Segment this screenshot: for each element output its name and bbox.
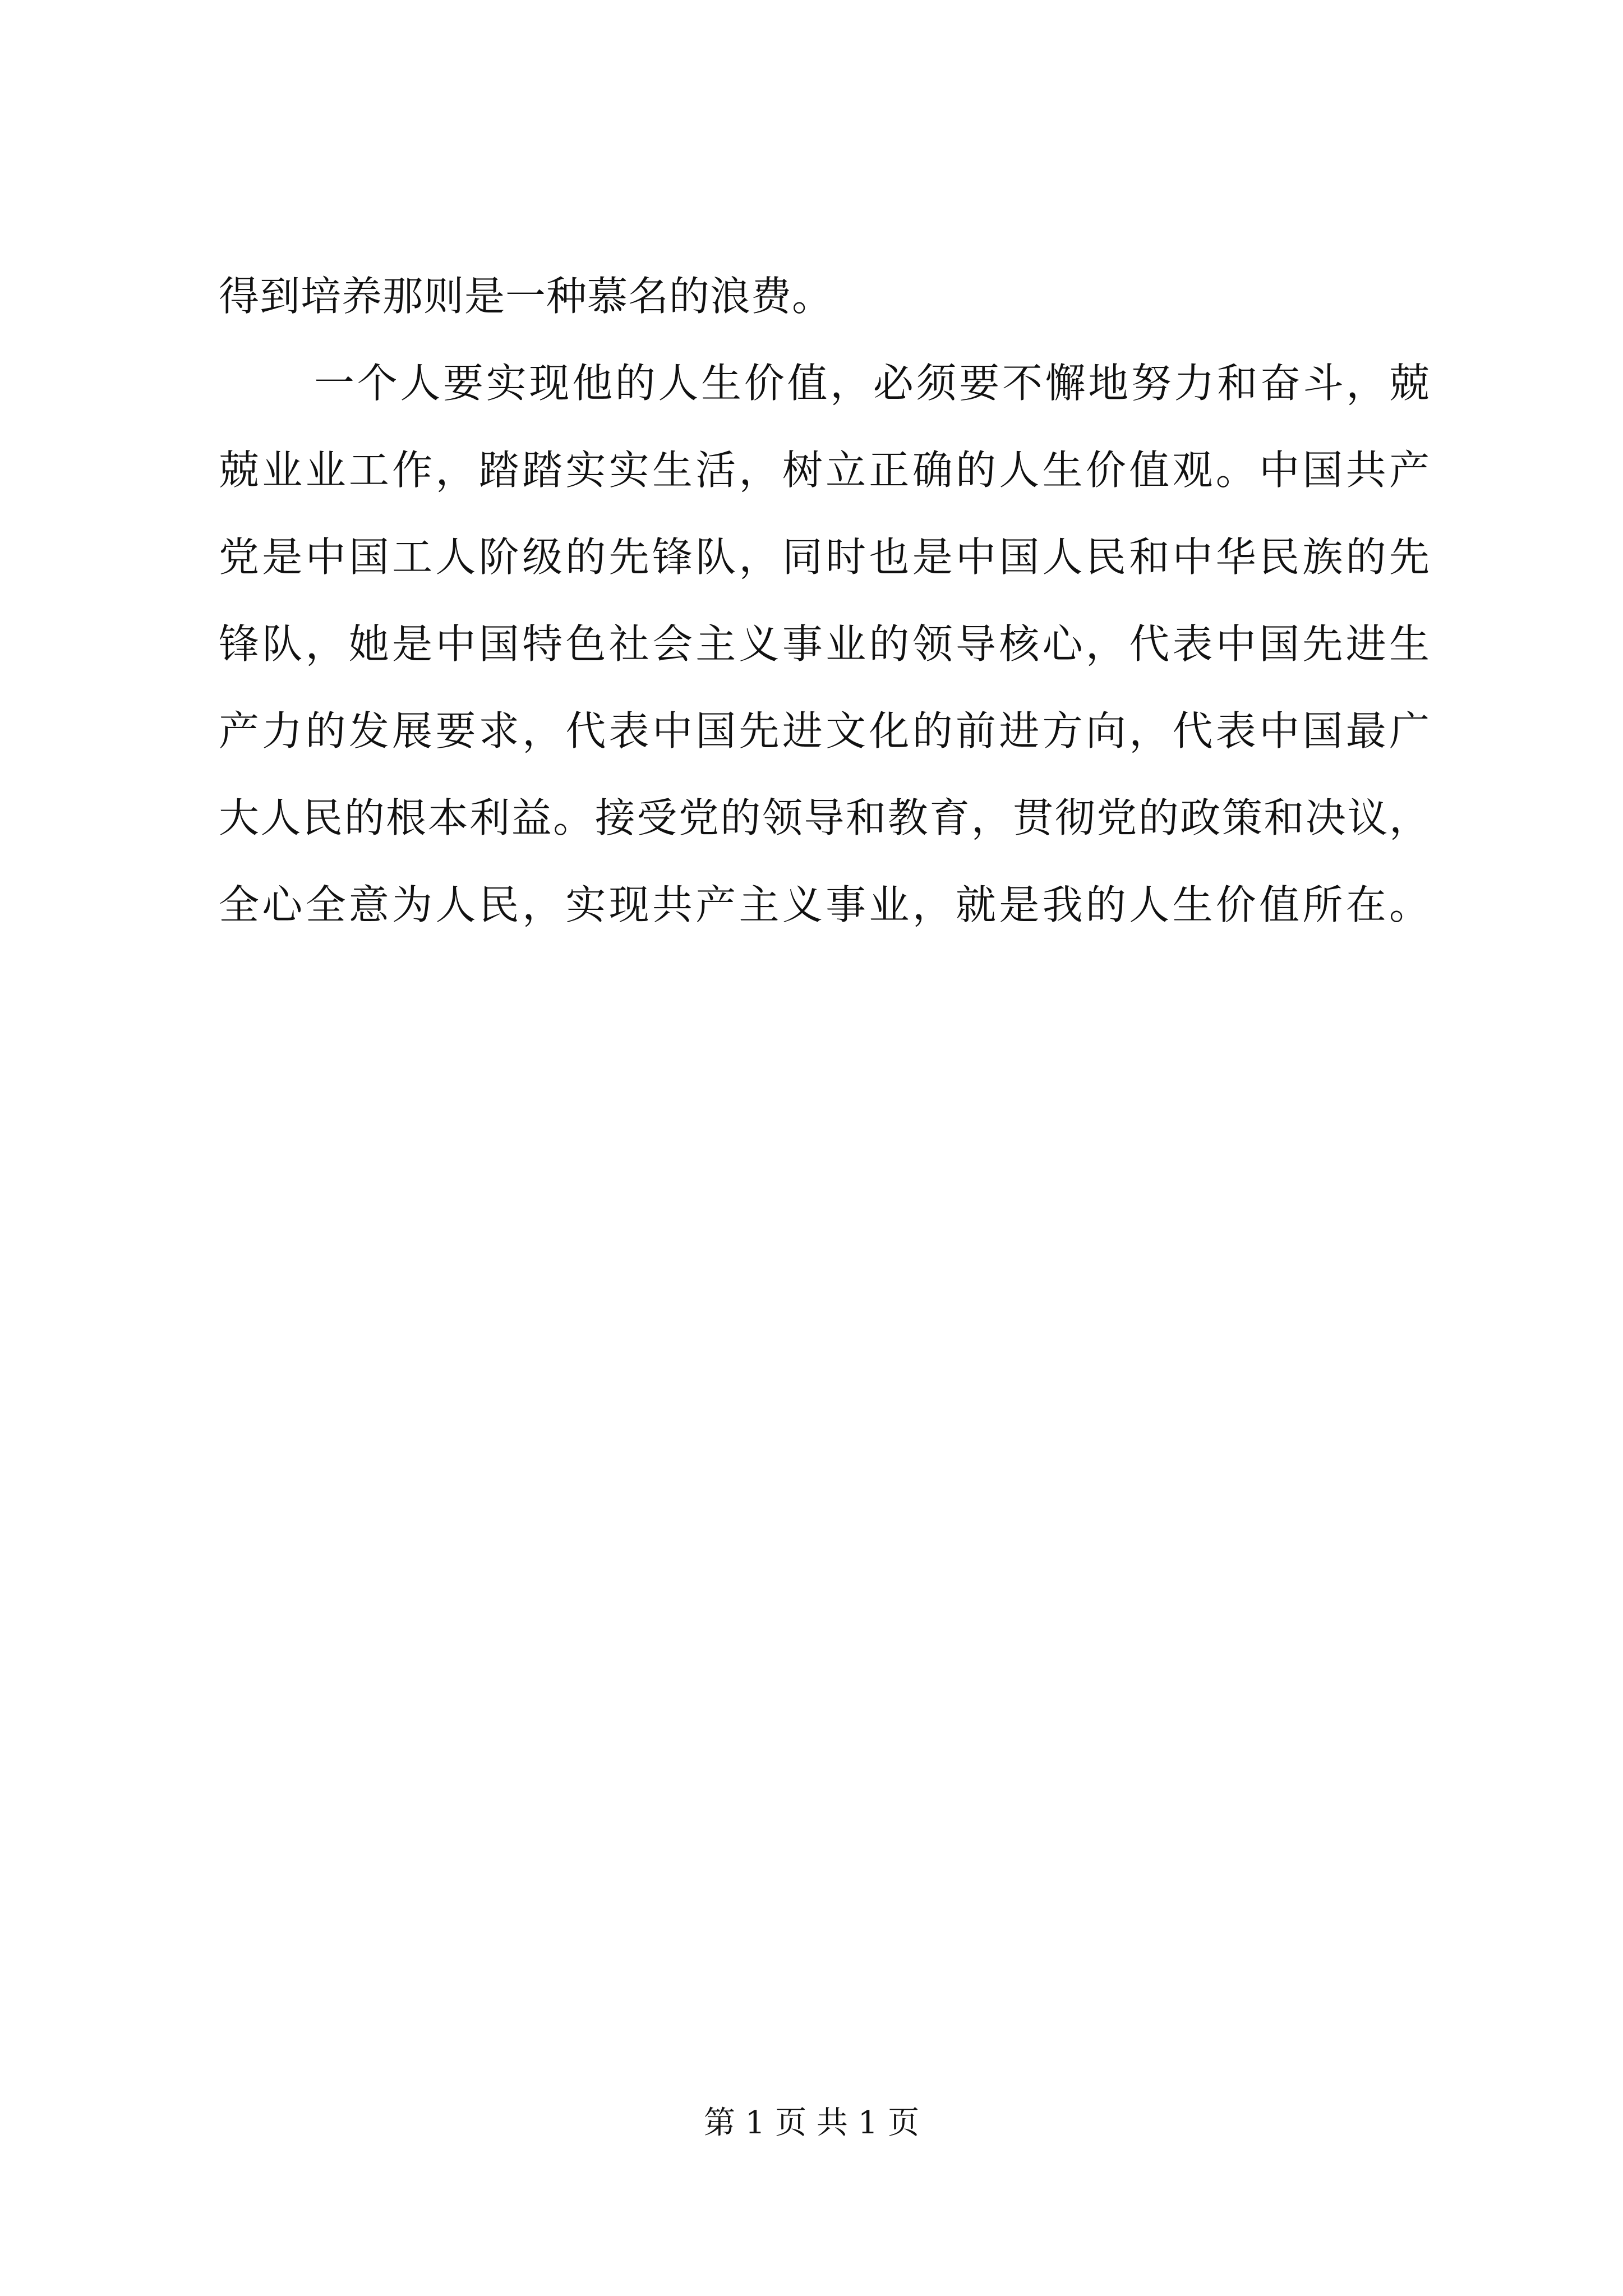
paragraph-line-4: 党是中国工人阶级的先锋队，同时也是中国人民和中华民族的先	[219, 533, 1430, 581]
paragraph-line-5: 锋队，她是中国特色社会主义事业的领导核心，代表中国先进生	[219, 620, 1430, 668]
paragraph-line-2: 一个人要实现他的人生价值，必须要不懈地努力和奋斗，兢	[314, 360, 1430, 407]
paragraph-line-3: 兢业业工作，踏踏实实生活，树立正确的人生价值观。中国共产	[219, 447, 1430, 494]
paragraph-line-8: 全心全意为人民，实现共产主义事业，就是我的人生价值所在。	[219, 881, 1430, 928]
paragraph-line-1: 得到培养那则是一种慕名的浪费。	[219, 273, 833, 320]
paragraph-line-7: 大人民的根本利益。接受党的领导和教育，贯彻党的政策和决议，	[219, 794, 1430, 841]
page-footer: 第 1 页 共 1 页	[703, 2105, 920, 2141]
paragraph-line-6: 产力的发展要求，代表中国先进文化的前进方向，代表中国最广	[219, 707, 1430, 754]
